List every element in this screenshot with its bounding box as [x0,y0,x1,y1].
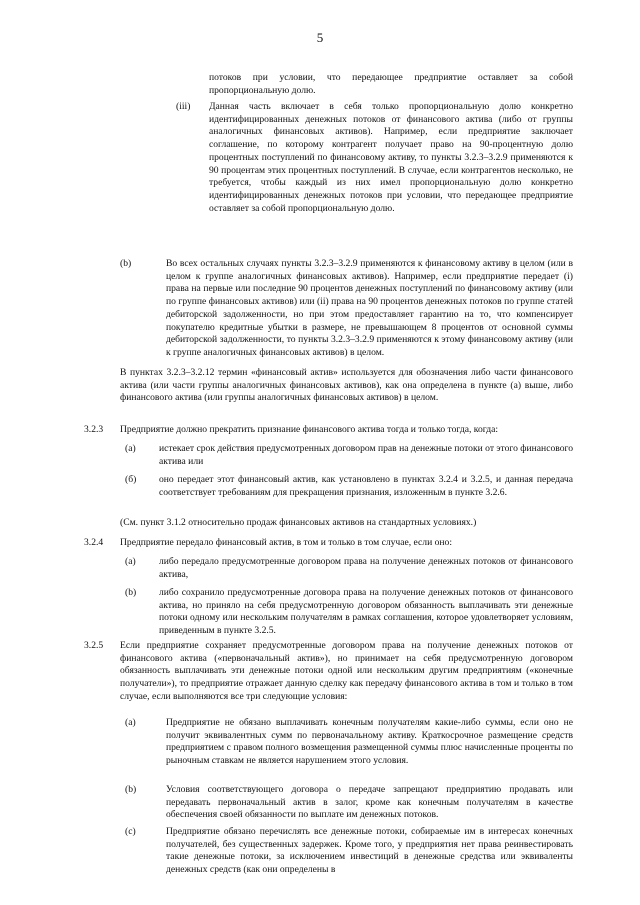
section-3-2-3-text: Предприятие должно прекратить признание финансового актива тогда и только тогда, когда: [120,424,499,435]
para-term-note: В пунктах 3.2.3–3.2.12 термин «финансовый актив» используется для обозначения либо части финансового актива (или части группы аналогичных финансовых активов), как она определена в пункте (а) выше, либо финансового актива (или группы аналогичных финансовых активов) в целом. [120,367,573,404]
para-3-2-3-b: оно передает этот финансовый актив, как установлено в пунктах 3.2.4 и 3.2.5, и данная передача соответствует требованиям для прекращения признания, изложенным в пункте 3.2.6. [159,474,573,498]
section-number-3-2-5: 3.2.5 [84,640,104,651]
list-label-c: (c) [125,826,136,837]
list-label-b: (b) [120,258,132,269]
list-label-a-2: (а) [125,556,136,567]
para-3-2-3-a: истекает срок действия предусмотренных договором прав на денежные потоки от этого финансового актива или [159,443,573,467]
para-3-2-4-b: либо сохранило предусмотренные договора права на получение денежных потоков от финансового актива, но приняло на себя предусмотренную договором обязанность выплачивать эти денежные потоки одному или нескольким получателям в рамках соглашения, которое удовлетворяет условиям, приведенным в пункте 3.2.5. [159,587,573,637]
para-iii: Данная часть включает в себя только пропорциональную долю конкретно идентифицированных денежных потоков от финансового актива (либо от группы аналогичных финансовых активов). Например, если предприятие заключает соглашение, по которому контрагент получает право на 90-процентную долю процентных поступлений по финансовому активу, то пункты 3.2.3–3.2.9 применяются к 90 процентам этих процентных поступлений. В случае, если контрагентов несколько, не требуется, чтобы каждый из них имел пропорциональную долю конкретно идентифицированных денежных потоков при условии, что передающее предприятие оставляет за собой пропорциональную долю. [209,101,573,214]
list-label-b-cyr: (б) [125,474,137,485]
list-label-a: (а) [125,443,136,454]
para-continuation: потоков при условии, что передающее предприятие оставляет за собой пропорциональную долю. [209,72,573,96]
section-number-3-2-4: 3.2.4 [84,537,104,548]
para-see-3-1-2: (См. пункт 3.1.2 относительно продаж финансовых активов на стандартных условиях.) [120,517,477,528]
list-label-b-2: (b) [125,587,137,598]
para-3-2-5-a: Предприятие не обязано выплачивать конечным получателям какие-либо суммы, если оно не получит эквивалентных сумм по первоначальному активу. Краткосрочное размещение средств предприятием с правом полного возмещения размещенной суммы плюс начисленные проценты по рыночным ставкам не является нарушением этого условия. [166,717,573,767]
section-number-3-2-3: 3.2.3 [84,424,104,435]
para-3-2-5-b: Условия соответствующего договора о передаче запрещают предприятию продавать или передавать первоначальный актив в залог, кроме как конечным получателям в качестве обеспечения своей обязанности по выплате им денежных потоков. [166,784,573,821]
list-label-a-3: (a) [125,717,136,728]
list-label-b-3: (b) [125,784,137,795]
para-b: Во всех остальных случаях пункты 3.2.3–3.2.9 применяются к финансовому активу в целом (или в целом к группе аналогичных финансовых активов). Например, если предприятие передает (i) права на первые или последние 90 процентов денежных поступлений по финансовому активу (или по группе финансовых активов) или (ii) права на 90 процентов денежных потоков по группе статей дебиторской задолженности, но при этом предоставляет гарантию на то, что компенсирует покупателю кредитные убытки в размере, не превышающем 8 процентов от основной суммы дебиторской задолженности, то пункты 3.2.3–3.2.9 применяются к этому финансовому активу (или к группе аналогичных финансовых активов) в целом. [166,258,573,358]
page-number: 5 [316,30,324,45]
para-3-2-4-a: либо передало предусмотренные договором права на получение денежных потоков от финансового актива, [159,556,573,580]
list-label-iii: (iii) [176,101,191,112]
section-3-2-5-text: Если предприятие сохраняет предусмотренные договором права на получение денежных потоков от финансового актива («первоначальный актив»), но принимает на себя предусмотренную договором обязанность выплачивать эти денежные потоки одной или нескольким другим предприятиям («конечные получатели»), то предприятие отражает данную сделку как передачу финансового актива в том и только в том случае, если выполняются все три следующие условия: [120,640,573,702]
para-3-2-5-c: Предприятие обязано перечислять все денежные потоки, собираемые им в интересах конечных получателей, без существенных задержек. Кроме того, у предприятия нет права реинвестировать такие денежные потоки, за исключением инвестиций в денежные средства или эквиваленты денежных средств (как они определены в [166,826,573,876]
section-3-2-4-text: Предприятие передало финансовый актив, в том и только в том случае, если оно: [120,537,453,548]
